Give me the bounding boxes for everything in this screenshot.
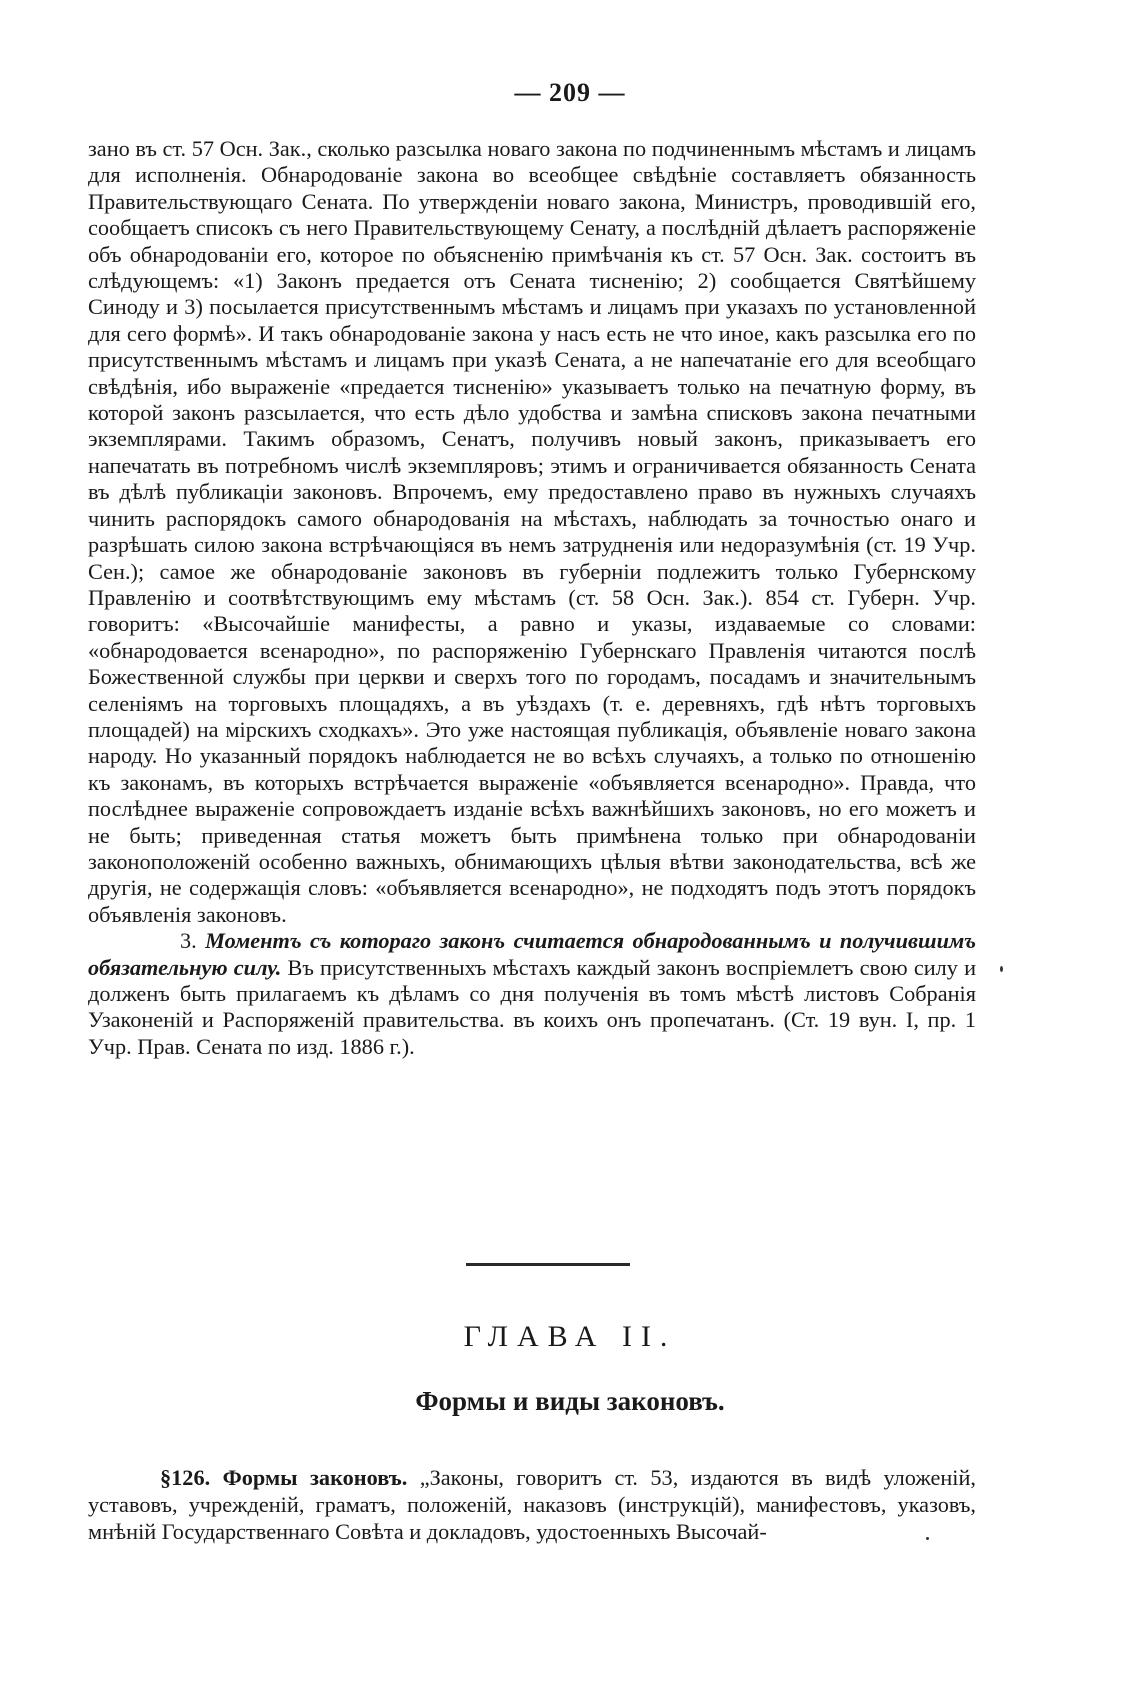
section-divider-rule: [466, 1263, 630, 1266]
print-speck: [926, 1537, 929, 1540]
point-3-number: 3.: [180, 928, 197, 954]
page-number: — 209 —: [514, 78, 626, 107]
continuation-paragraph: зано въ ст. 57 Осн. Зак., сколько разсылка новаго закона по подчиненнымъ мѣстамъ и лицамъ для исполненія. Обнародованіе закона во всеобщее свѣдѣніе составляетъ обязанность Правительствующаго Сената. По утвержденіи новаго закона, Министръ, проводившій его, сообщаетъ списокъ съ него Правительствующему Сенату, а послѣдній дѣлаетъ распоряженіе объ обнародованіи его, которое по объясненію примѣчанія къ ст. 57 Осн. Зак. состоитъ въ слѣдующемъ: «1) Законъ предается отъ Сената тисненію; 2) сообщается Святѣйшему Синоду и 3) посылается присутственнымъ мѣстамъ и лицамъ при указахъ по установленной для сего формѣ». И такъ обнародованіе закона у насъ есть не что иное, какъ разсылка его по присутственнымъ мѣстамъ и лицамъ при указѣ Сената, а не напечатаніе его для всеобщаго свѣдѣнія, ибо выраженіе «предается тисненію» указываетъ только на печатную форму, въ которой законъ разсылается, что есть дѣло удобства и замѣна списковъ закона печатными экземплярами. Такимъ образомъ, Сенатъ, получивъ новый законъ, приказываетъ его напечатать въ потребномъ числѣ экземпляровъ; этимъ и ограничивается обязанность Сената въ дѣлѣ публикаціи законовъ. Впрочемъ, ему предоставлено право въ нужныхъ случаяхъ чинить распорядокъ самого обнародованія на мѣстахъ, наблюдать за точностью онаго и разрѣшать силою закона встрѣчающіяся въ немъ затрудненія или недоразумѣнія (ст. 19 Учр. Сен.); самое же обнародованіе законовъ въ губерніи подлежитъ только Губернскому Правленію и соотвѣтствующимъ ему мѣстамъ (ст. 58 Осн. Зак.). 854 ст. Губерн. Учр. говоритъ: «Высочайшіе манифесты, а равно и указы, издаваемые со словами: «обнародовается всенародно», по распоряженію Губернскаго Правленія читаются послѣ Божественной службы при церкви и сверхъ того по городамъ, посадамъ и значительнымъ селеніямъ на торговыхъ площадяхъ, а въ уѣздахъ (т. е. деревняхъ, гдѣ нѣтъ торговыхъ площадей) на мірскихъ сходкахъ». Это уже настоящая публикація, объявленіе новаго закона народу. Но указанный порядокъ наблюдается не во всѣхъ случаяхъ, а только по отношенію къ законамъ, въ которыхъ встрѣчается выраженіе «объявляется всенародно». Правда, что послѣднее выраженіе сопровождаетъ изданіе всѣхъ важнѣйшихъ законовъ, но его можетъ и не быть; приведенная статья можетъ быть примѣнена только при обнародованіи законоположеній особенно важныхъ, обнимающихъ цѣлыя вѣтви законодательства, всѣ же другія, не содержащія словъ: «объявляется всенародно», не подходятъ подъ этотъ порядокъ объявленія законовъ.: [88, 136, 976, 927]
chapter-subtitle: Формы и виды законовъ.: [415, 1386, 725, 1416]
print-speck: [1000, 966, 1003, 972]
point-3-text: Въ присутственныхъ мѣстахъ каждый законъ воспріемлетъ свою силу и долженъ быть прилагаемъ къ дѣламъ со дня полученія въ томъ мѣстѣ листовъ Собранія Узаконеній и Распоряженій правительства. въ коихъ онъ пропечатанъ. (Ст. 19 вун. I, пр. 1 Учр. Прав. Сената по изд. 1886 г.).: [88, 954, 977, 1059]
section-126-lead: §126. Формы законовъ.: [160, 1465, 408, 1491]
chapter-title: ГЛАВА II.: [463, 1320, 677, 1353]
point-3-paragraph: [88, 928, 976, 1060]
section-126-paragraph: [88, 1464, 976, 1545]
main-text-block: [88, 136, 976, 1060]
section-126-text: „Законы, говоритъ ст. 53, издаются въ видѣ уложеній, уставовъ, учрежденій, граматъ, положеній, наказовъ (инструкцій), манифестовъ, указовъ, мнѣній Государственнаго Совѣта и докладовъ, удостоенныхъ Высочай-: [88, 1465, 976, 1545]
point-3-heading: Моментъ съ котораго законъ считается обнародованнымъ и получившимъ обязательную силу.: [88, 928, 976, 980]
